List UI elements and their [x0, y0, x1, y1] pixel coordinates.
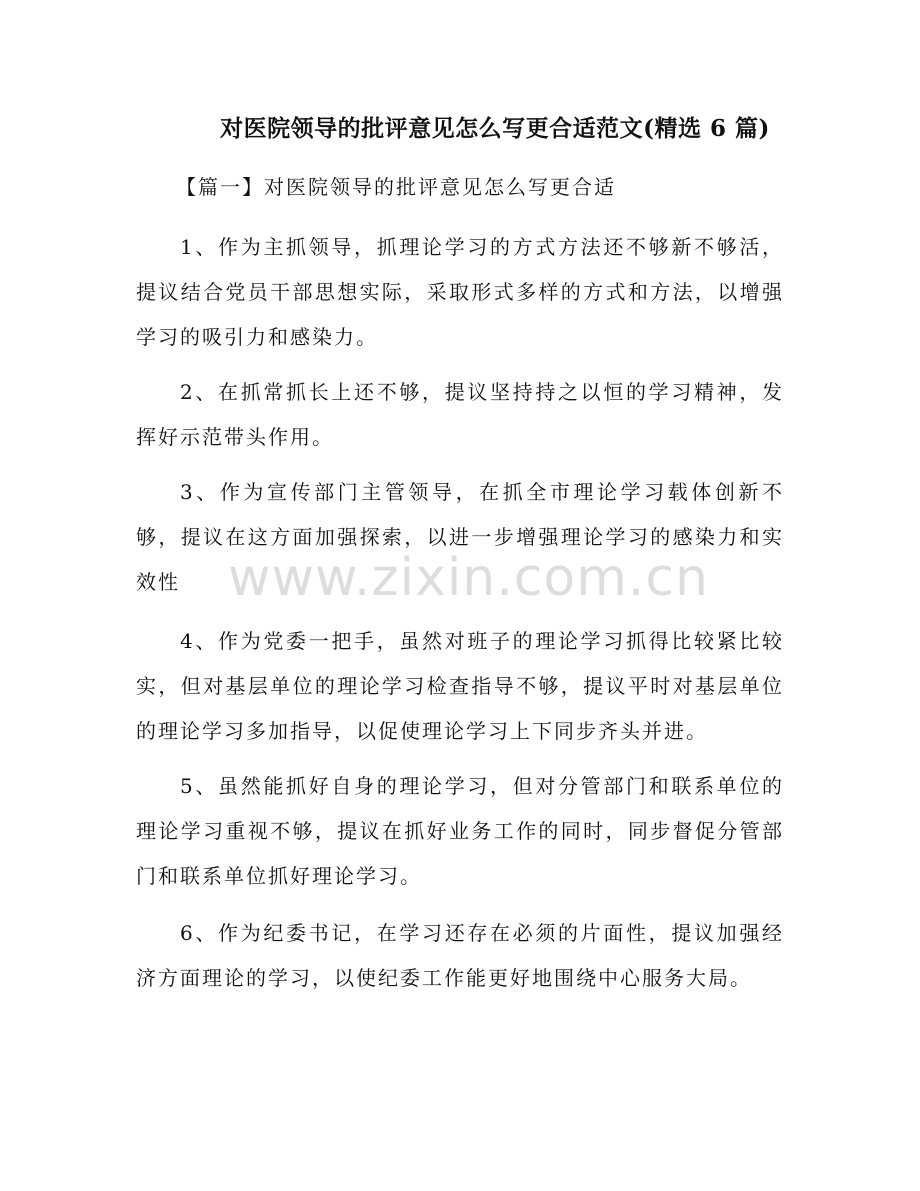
document-title: 对医院领导的批评意见怎么写更合适范文(精选 6 篇) — [220, 115, 770, 142]
paragraph-5: 5、虽然能抓好自身的理论学习，但对分管部门和联系单位的理论学习重视不够，提议在抓好业务工作的同时，同步督促分管部门和联系单位抓好理论学习。 — [136, 774, 784, 888]
paragraph-6: 6、作为纪委书记，在学习还存在必须的片面性，提议加强经济方面理论的学习，以使纪委工作能更好地围绕中心服务大局。 — [136, 921, 784, 990]
watermark: www.zixin.com.cn — [228, 548, 709, 608]
paragraph-4: 4、作为党委一把手，虽然对班子的理论学习抓得比较紧比较实，但对基层单位的理论学习检查指导不够，提议平时对基层单位的理论学习多加指导，以促使理论学习上下同步齐头并进。 — [136, 629, 784, 743]
paragraph-2: 2、在抓常抓长上还不够，提议坚持持之以恒的学习精神，发挥好示范带头作用。 — [136, 380, 784, 449]
section-heading: 【篇一】对医院领导的批评意见怎么写更合适 — [176, 175, 616, 199]
paragraph-1: 1、作为主抓领导，抓理论学习的方式方法还不够新不够活，提议结合党员干部思想实际，采取形式多样的方式和方法，以增强学习的吸引力和感染力。 — [136, 235, 784, 349]
paragraph-3: 3、作为宣传部门主管领导，在抓全市理论学习载体创新不够，提议在这方面加强探索，以进一步增强理论学习的感染力和实效性 — [136, 480, 784, 594]
